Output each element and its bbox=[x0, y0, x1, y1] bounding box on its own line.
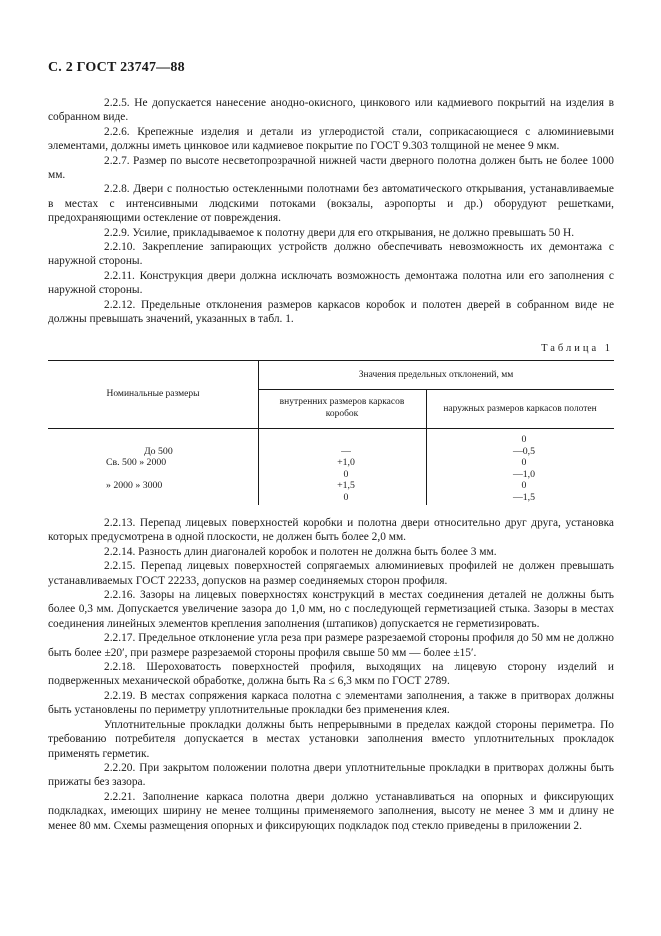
table-rule-top bbox=[48, 360, 614, 361]
paragraph: 2.2.6. Крепежные изделия и детали из углеродистой стали, соприкасающиеся с алюминиевыми элементами, должны иметь цинковое или кадмиевое покрытие по ГОСТ 9.303 толщиной не менее 9 мкм. bbox=[48, 125, 614, 153]
header-inner: внутренних размеров каркасов коробок bbox=[279, 397, 405, 419]
column-outer-values bbox=[486, 434, 562, 504]
inner-value: 0 bbox=[343, 491, 349, 503]
inner-value: — bbox=[341, 445, 351, 457]
inner-value bbox=[308, 434, 384, 446]
header-outer: наружных размеров каркасов полотен bbox=[443, 404, 597, 414]
nominal-row: » 2000 » 3000 bbox=[106, 480, 163, 492]
paragraph: 2.2.20. При закрытом положении полотна двери уплотнительные прокладки в притворах должны быть прижаты без зазора. bbox=[48, 761, 614, 789]
nominal-row: Св. 500 » 2000 bbox=[106, 457, 167, 469]
nominal-row bbox=[130, 469, 258, 481]
table-1 bbox=[48, 360, 614, 505]
text-block-bottom bbox=[48, 516, 614, 833]
nominal-row bbox=[130, 492, 258, 504]
paragraph: 2.2.8. Двери с полностью остекленными полотнами без автоматического открывания, устанавливаемые в местах с интенсивными людскими потоками (вокзалы, аэропорты и др.) оборудуют решетками, предохраняющими остекление от повреждения. bbox=[48, 183, 614, 225]
nominal-row bbox=[130, 434, 258, 446]
paragraph: 2.2.15. Перепад лицевых поверхностей сопрягаемых алюминиевых профилей не должен превышать устанавливаемых ГОСТ 22233, допусков на размер соединяемых сторон профиля. bbox=[48, 560, 614, 587]
paragraph: 2.2.13. Перепад лицевых поверхностей коробки и полотна двери относительно друг друга, установка которых предусмотрена в одной плоскости, не должен быть более 2,0 мм. bbox=[48, 517, 614, 544]
paragraph: 2.2.12. Предельные отклонения размеров каркасов коробок и полотен дверей в собранном виде не должны превышать значений, указанных в табл. 1. bbox=[48, 298, 614, 326]
table-caption: Таблица 1 bbox=[541, 343, 613, 354]
inner-value: +1,0 bbox=[337, 457, 355, 469]
paragraph: 2.2.18. Шероховатость поверхностей профиля, выходящих на лицевую сторону изделий и подверженных механической обработке, должна быть Ra ≤ 6,3 мкм по ГОСТ 2789. bbox=[48, 661, 614, 688]
paragraph: 2.2.7. Размер по высоте несветопрозрачной нижней части дверного полотна должен быть не более 1000 мм. bbox=[48, 154, 614, 182]
column-inner-values bbox=[308, 434, 384, 504]
outer-value: 0 bbox=[521, 434, 527, 445]
inner-value: 0 bbox=[343, 468, 349, 480]
nominal-row: До 500 bbox=[144, 445, 173, 457]
paragraph: 2.2.16. Зазоры на лицевых поверхностях конструкций в местах соединения деталей не должны быть более 0,3 мм. Допускается увеличение зазора до 1,0 мм, но с последующей герметизацией стыка. Зазоры в местах соединения линейных элементов крепления заполнения (штапиков) допускается не герметизировать. bbox=[48, 589, 614, 630]
outer-value: —0,5 bbox=[512, 445, 536, 457]
outer-value: 0 bbox=[521, 480, 527, 492]
page-header: С. 2 ГОСТ 23747—88 bbox=[48, 60, 185, 75]
paragraph: 2.2.19. В местах сопряжения каркаса полотна с элементами заполнения, а также в притворах должны быть установлены по периметру уплотнительные прокладки без применения клея. bbox=[48, 689, 614, 717]
paragraph: 2.2.11. Конструкция двери должна исключать возможность демонтажа полотна или его заполнения с наружной стороны. bbox=[48, 269, 614, 297]
inner-value: +1,5 bbox=[337, 480, 355, 492]
paragraph: 2.2.5. Не допускается нанесение анодно-окисного, цинкового или кадмиевого покрытий на изделия в собранном виде. bbox=[48, 97, 614, 124]
table-rule-header bbox=[48, 428, 614, 429]
header-nominal: Номинальные размеры bbox=[106, 389, 200, 399]
table-rule-group bbox=[258, 389, 614, 390]
outer-value: —1,0 bbox=[512, 468, 536, 480]
paragraph: Уплотнительные прокладки должны быть непрерывными в пределах каждой стороны периметра. По требованию потребителя допускается в местах установки заполнения вместо уплотнительных прокладок применять герметик. bbox=[48, 718, 614, 760]
paragraph: 2.2.14. Разность длин диагоналей коробок и полотен не должна быть более 3 мм. bbox=[104, 545, 497, 558]
header-deviation-group: Значения предельных отклонений, мм bbox=[358, 370, 514, 380]
outer-value: —1,5 bbox=[512, 491, 536, 503]
table-rule-col1 bbox=[258, 360, 259, 505]
column-nominal-values bbox=[106, 434, 258, 504]
paragraph: 2.2.10. Закрепление запирающих устройств должно обеспечивать невозможность их демонтажа с наружной стороны. bbox=[48, 241, 614, 268]
text-block-top bbox=[48, 96, 614, 327]
paragraph: 2.2.9. Усилие, прикладываемое к полотну двери для его открывания, не должно превышать 50 Н. bbox=[104, 226, 575, 239]
paragraph: 2.2.21. Заполнение каркаса полотна двери должно устанавливаться на опорных и фиксирующих подкладках, имеющих ширину не менее толщины применяемого заполнения, высоту не менее 3 мм и длину не менее 80 мм. Схемы размещения опорных и фиксирующих подкладок под стекло приведены в приложении 2. bbox=[48, 790, 614, 832]
paragraph: 2.2.17. Предельное отклонение угла реза при размере разрезаемой стороны профиля до 50 мм не должно быть более ±20′, при размере разрезаемой стороны профиля свыше 50 мм — более ±15′. bbox=[48, 632, 614, 659]
outer-value: 0 bbox=[521, 457, 527, 469]
